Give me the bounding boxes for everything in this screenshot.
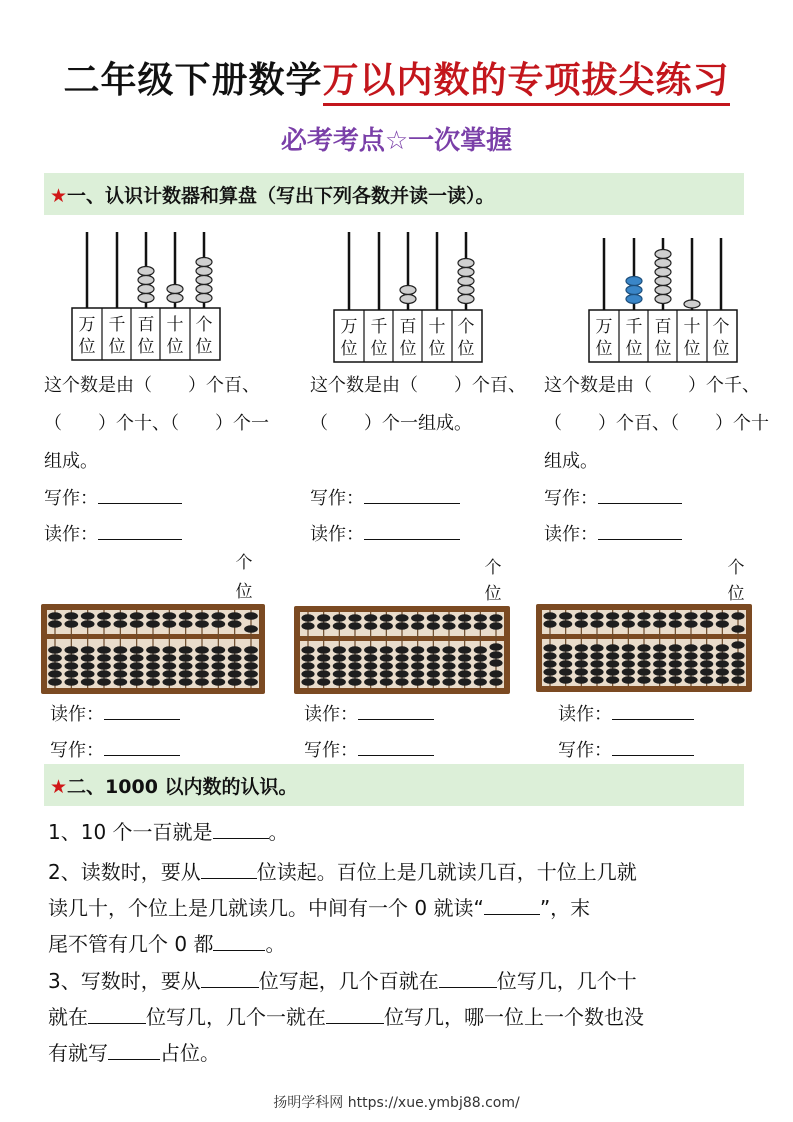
answer-blank[interactable] [98,521,182,540]
read-label: 读作： [544,524,598,545]
answer-blank[interactable] [364,521,460,540]
write-label: 写作： [544,488,598,509]
q1-end: 。 [268,820,289,844]
label-wei: 位 [78,337,96,357]
section2-banner [44,764,744,806]
read-label: 读作： [558,704,612,725]
label-wei: 位 [195,337,213,357]
counter-3 [577,228,747,368]
section2-heading: 二、1000 以内数的认识。 [67,776,298,798]
read-label: 读作： [44,524,98,545]
suanpan3-wei-label: 位 [727,584,745,604]
label-bai: 百 [137,315,155,335]
counter-2 [322,228,492,368]
page-title [0,52,793,103]
suanpan3-ge-label: 个 [727,558,745,578]
label-ge: 个 [457,317,475,337]
star-icon: ★ [50,776,68,798]
q2-text: 尾不管有几个 0 都 [48,932,214,956]
q2-text: 2、读数时，要从 [48,860,201,884]
counter1-write [44,484,182,510]
answer-blank[interactable] [104,737,180,756]
label-wei: 位 [457,339,475,359]
counter1-read [44,520,182,546]
label-wei: 位 [625,339,643,359]
q2-text: 。 [265,932,286,956]
label-bai: 百 [654,317,672,337]
label-wan: 万 [595,317,613,337]
suanpan1-read [50,700,180,726]
star-icon: ★ [50,185,68,207]
page-subtitle: 必考考点☆一次掌握 [280,126,513,156]
label-wei: 位 [108,337,126,357]
suanpan-1 [41,604,265,694]
label-wei: 位 [712,339,730,359]
counter1-line3: 组成。 [44,451,98,472]
q3-text: 位写起，几个百就在 [258,969,439,993]
answer-blank[interactable] [108,1041,160,1060]
read-label: 读作： [50,704,104,725]
counter2-read [310,520,460,546]
suanpan-3 [536,604,752,692]
suanpan2-ge-label: 个 [484,558,502,578]
label-wan: 万 [340,317,358,337]
label-wei: 位 [340,339,358,359]
label-qian: 千 [108,315,126,335]
question-3-line2 [48,999,644,1035]
label-wei: 位 [137,337,155,357]
counter2-write [310,484,460,510]
suanpan2-read [304,700,434,726]
answer-blank[interactable] [598,485,682,504]
counter2-line1: 这个数是由（ ）个百、 [310,375,526,396]
label-shi: 十 [166,315,184,335]
q2-text: 位读起。百位上是几就读几百，十位上几就 [256,860,637,884]
write-label: 写作： [50,740,104,761]
counter1-line2: （ ）个十、（ ）个一 [44,413,269,434]
counter1-line1: 这个数是由（ ）个百、 [44,375,260,396]
answer-blank[interactable] [213,820,269,839]
suanpan1-wei-label: 位 [235,582,253,602]
title-red: 万以内数的专项拔尖练习 [323,60,730,106]
suanpan3-write [558,736,694,762]
answer-blank[interactable] [201,860,257,879]
suanpan3-read [558,700,694,726]
write-label: 写作： [310,488,364,509]
label-wan: 万 [78,315,96,335]
answer-blank[interactable] [104,701,180,720]
question-1 [48,814,289,850]
answer-blank[interactable] [201,969,259,988]
q3-text: 3、写数时，要从 [48,969,201,993]
label-shi: 十 [428,317,446,337]
q3-text: 就在 [48,1005,88,1029]
answer-blank[interactable] [358,701,434,720]
counter3-write [544,484,682,510]
label-qian: 千 [370,317,388,337]
answer-blank[interactable] [326,1005,384,1024]
write-label: 写作： [558,740,612,761]
suanpan1-write [50,736,180,762]
label-ge: 个 [712,317,730,337]
q1-text: 1、10 个一百就是 [48,820,213,844]
suanpan1-ge-label: 个 [235,553,253,573]
label-shi: 十 [683,317,701,337]
section1-heading: 一、认识计数器和算盘（写出下列各数并读一读）。 [67,185,495,207]
label-wei: 位 [399,339,417,359]
label-wei: 位 [428,339,446,359]
answer-blank[interactable] [364,485,460,504]
answer-blank[interactable] [358,737,434,756]
write-label: 写作： [304,740,358,761]
question-3-line1 [48,963,637,999]
answer-blank[interactable] [98,485,182,504]
answer-blank[interactable] [88,1005,146,1024]
counter3-line1: 这个数是由（ ）个千、 [544,375,760,396]
answer-blank[interactable] [439,969,497,988]
question-2-line2 [48,890,590,926]
label-wei: 位 [595,339,613,359]
section1-banner [44,173,744,215]
label-wei: 位 [683,339,701,359]
answer-blank[interactable] [612,737,694,756]
answer-blank[interactable] [213,932,265,951]
counter3-line3: 组成。 [544,451,598,472]
suanpan2-wei-label: 位 [484,584,502,604]
q3-text: 位写几，几个一就在 [146,1005,326,1029]
q3-text: 位写几，几个十 [496,969,637,993]
read-label: 读作： [304,704,358,725]
q3-text: 位写几，哪一位上一个数也没 [384,1005,644,1029]
suanpan2-write [304,736,434,762]
q2-text: ”，末 [539,896,591,920]
q3-text: 有就写 [48,1041,108,1065]
answer-blank[interactable] [612,701,694,720]
answer-blank[interactable] [598,521,682,540]
label-bai: 百 [399,317,417,337]
q2-text: 读几十，个位上是几就读几。中间有一个 0 就读“ [48,896,484,920]
answer-blank[interactable] [484,896,540,915]
q3-text: 占位。 [160,1041,220,1065]
counter-1 [60,228,230,368]
question-2-line3 [48,926,285,962]
label-ge: 个 [195,315,213,335]
counter3-read [544,520,682,546]
question-3-line3 [48,1035,220,1071]
label-wei: 位 [654,339,672,359]
label-wei: 位 [370,339,388,359]
write-label: 写作： [44,488,98,509]
title-black: 二年级下册数学 [63,60,323,101]
suanpan-2 [294,606,510,694]
label-qian: 千 [625,317,643,337]
label-wei: 位 [166,337,184,357]
counter2-line2: （ ）个一组成。 [310,413,472,434]
counter3-line2: （ ）个百、（ ）个十 [544,413,769,434]
question-2-line1 [48,854,637,890]
footer-source: 扬明学科网 https://xue.ymbj88.com/ [273,1095,520,1111]
read-label: 读作： [310,524,364,545]
